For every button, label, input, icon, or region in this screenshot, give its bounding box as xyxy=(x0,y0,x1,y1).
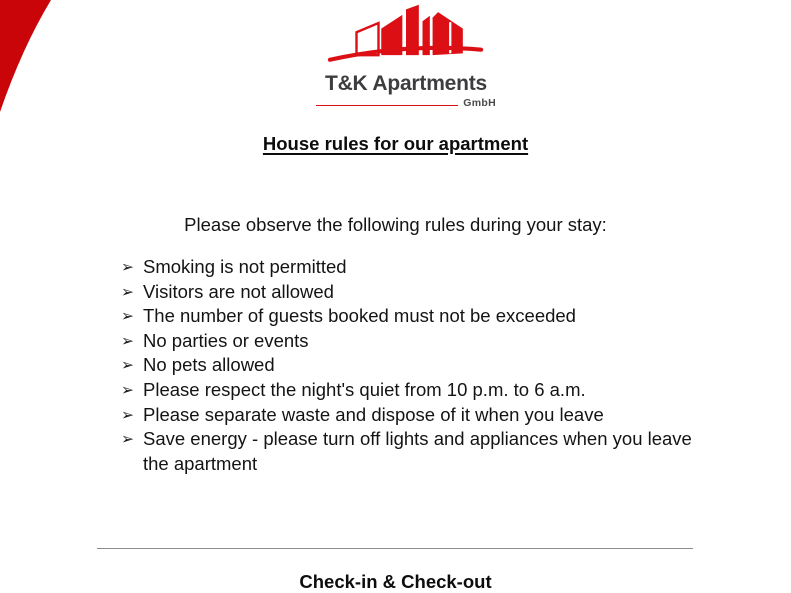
arrow-bullet-icon: ➢ xyxy=(121,282,134,301)
list-item xyxy=(121,378,703,403)
arrow-bullet-icon: ➢ xyxy=(121,430,134,449)
rule-text: No parties or events xyxy=(143,329,309,351)
list-item xyxy=(121,427,703,476)
rule-text: Please separate waste and dispose of it when you leave xyxy=(143,403,604,425)
rule-text: Smoking is not permitted xyxy=(143,256,347,277)
arrow-bullet-icon: ➢ xyxy=(121,380,134,399)
arrow-bullet-icon: ➢ xyxy=(121,307,134,326)
rule-text: Please respect the night's quiet from 10 p.m. to 6 a.m. xyxy=(143,378,586,400)
rule-text: No pets allowed xyxy=(143,354,275,376)
arrow-bullet-icon: ➢ xyxy=(121,258,134,276)
buildings-skyline-icon xyxy=(320,2,492,68)
list-item xyxy=(121,304,703,329)
logo-company-name: T&K Apartments xyxy=(324,72,488,95)
section-divider xyxy=(97,548,693,549)
corner-swoosh-decoration-icon xyxy=(0,0,52,114)
list-item xyxy=(121,403,703,428)
arrow-bullet-icon: ➢ xyxy=(121,356,134,375)
rule-text: Visitors are not allowed xyxy=(143,280,334,302)
page-title: House rules for our apartment xyxy=(262,133,529,154)
checkin-checkout-heading: Check-in & Check-out xyxy=(299,571,492,592)
rule-text: The number of guests booked must not be exceeded xyxy=(143,305,576,327)
rule-text: Save energy - please turn off lights and appliances when you leave the apartment xyxy=(143,428,692,474)
intro-text: Please observe the following rules during your stay: xyxy=(184,214,607,235)
list-item xyxy=(121,280,703,305)
list-item xyxy=(121,353,703,378)
logo-company-suffix: GmbH xyxy=(463,97,496,109)
list-item xyxy=(121,329,703,354)
arrow-bullet-icon: ➢ xyxy=(121,331,134,350)
logo-red-rule xyxy=(316,105,458,106)
list-item xyxy=(121,255,703,280)
rules-list xyxy=(121,255,703,476)
arrow-bullet-icon: ➢ xyxy=(121,405,134,424)
company-logo xyxy=(316,2,496,109)
logo-rule-row xyxy=(316,97,496,109)
